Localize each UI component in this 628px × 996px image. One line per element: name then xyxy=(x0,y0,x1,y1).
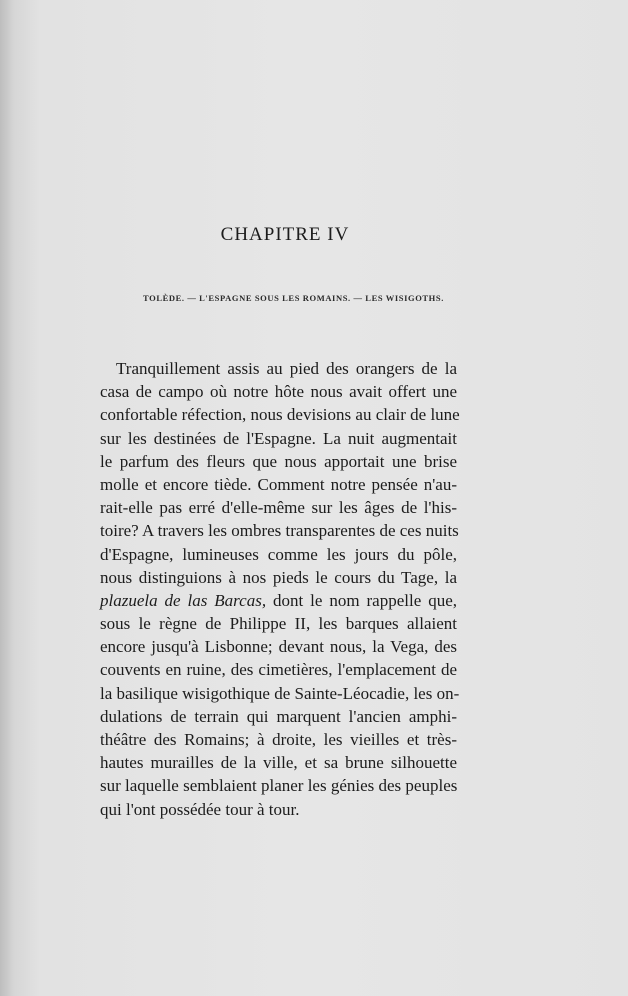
text-line: Tranquillement assis au pied des orangers de la xyxy=(116,359,457,378)
chapter-title: CHAPITRE IV xyxy=(220,224,350,245)
text-line: sur laquelle semblaient planer les génies des peuples xyxy=(100,776,458,796)
text-line: encore jusqu'à Lisbonne; devant nous, la Vega, des xyxy=(100,637,457,657)
text-line: toire? A travers les ombres transparentes de ces nuits xyxy=(100,521,459,541)
text-line: casa de campo où notre hôte nous avait offert une xyxy=(100,382,457,402)
text-line: le parfum des fleurs que nous apportait une brise xyxy=(100,451,457,471)
text-line: théâtre des Romains; à droite, les vieilles et très- xyxy=(100,730,457,749)
text-line: la basilique wisigothique de Sainte-Léocadie, les on- xyxy=(100,683,460,703)
text-fragment: dont le nom rappelle que, xyxy=(266,590,457,610)
text-line: dulations de terrain qui marquent l'ancien amphi- xyxy=(100,706,457,726)
text-line: hautes murailles de la ville, et sa brune silhouette xyxy=(100,753,457,773)
chapter-summary: TOLÈDE. — L'ESPAGNE SOUS LES ROMAINS. — LES WISIGOTHS. xyxy=(143,293,444,303)
italic-place-name: plazuela de las Barcas, xyxy=(100,590,267,610)
text-line: rait-elle pas erré d'elle-même sur les âges de l'his- xyxy=(100,498,457,518)
text-line: sous le règne de Philippe II, les barques allaient xyxy=(100,614,457,634)
text-line: molle et encore tiède. Comment notre pensée n'au- xyxy=(100,474,457,494)
text-line: qui l'ont possédée tour à tour. xyxy=(100,799,300,819)
text-line xyxy=(100,589,457,612)
text-line: d'Espagne, lumineuses comme les jours du pôle, xyxy=(100,544,457,564)
text-line: nous distinguions à nos pieds le cours du Tage, la xyxy=(100,567,457,587)
text-line: sur les destinées de l'Espagne. La nuit augmentait xyxy=(100,428,457,448)
body-text xyxy=(100,357,460,821)
text-line: confortable réfection, nous devisions au clair de lune xyxy=(100,405,460,425)
text-line: couvents en ruine, des cimetières, l'emplacement de xyxy=(100,660,457,680)
